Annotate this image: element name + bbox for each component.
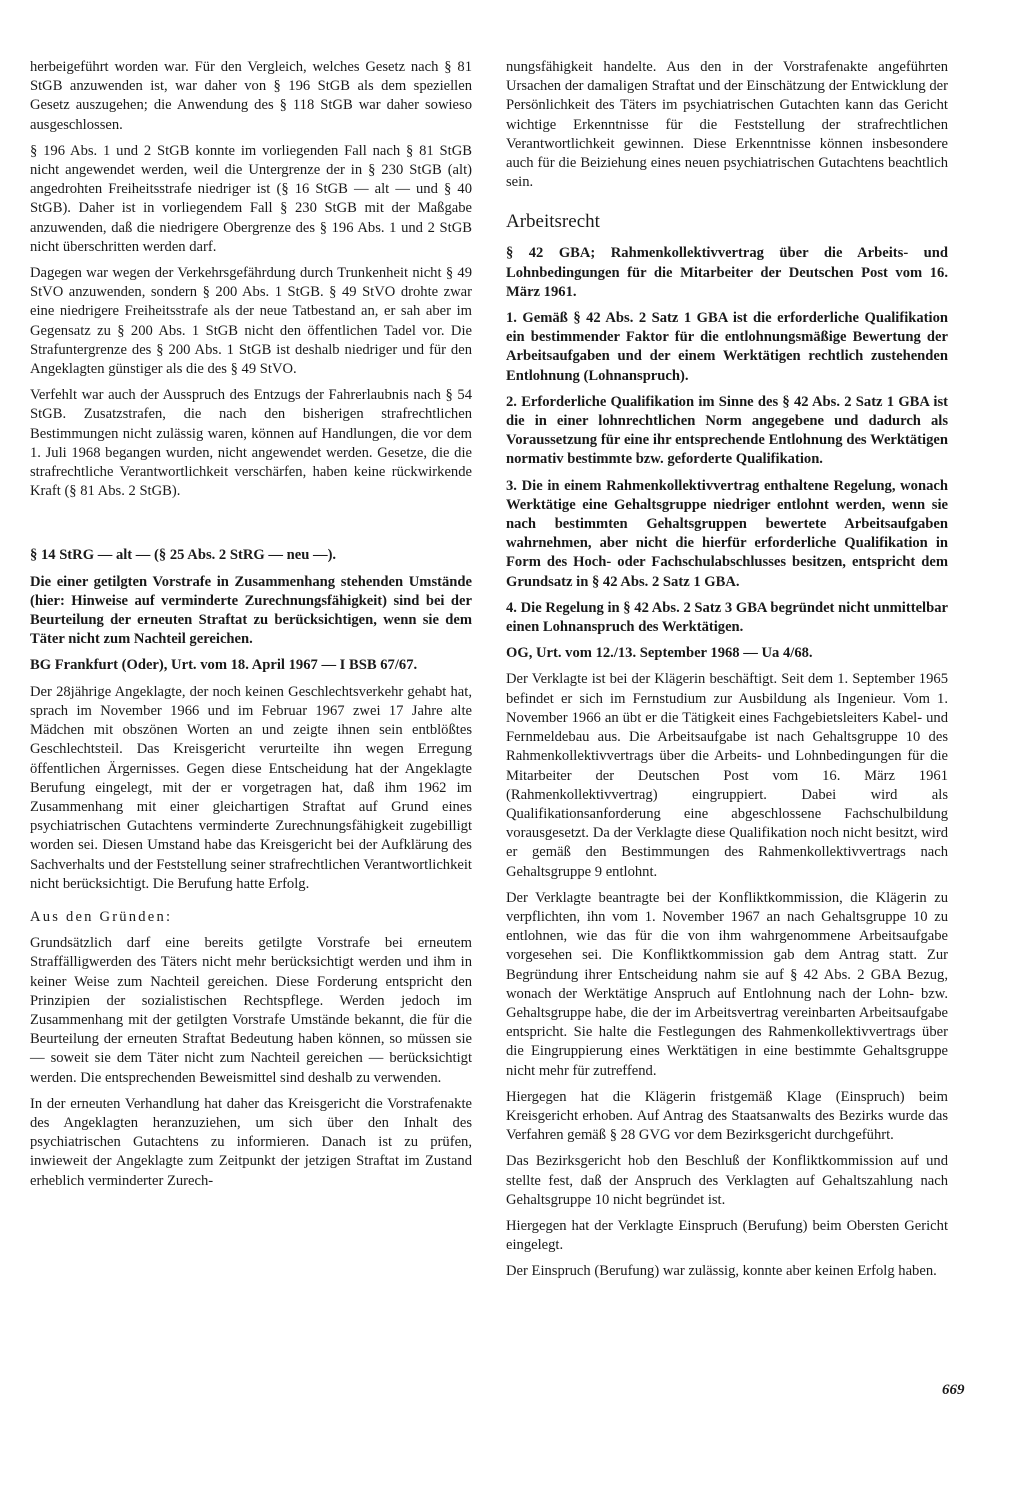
paragraph: Der Verklagte beantragte bei der Konfliktkommission, die Klägerin zu verpflichten, ihn vom 1. November 1967 an nach Gehaltsgruppe 10 zu entlohnen, wie das für die von ihm wahrgenommene Arbeitsaufgabe vorgesehen sei. Die Konfliktkommission gab dem Antrag statt. Zur Begründung ihrer Entscheidung nahm sie auf § 42 Abs. 2 GBA Bezug, wonach der Werktätige Anspruch auf Entlohnung nach der Lohn- bzw. Gehaltsgruppe habe, die der im Arbeitsvertrag vereinbarten Arbeitsaufgabe entspricht. Sie halte die Festlegungen des Rahmenkollektivvertrags über die Eingruppierung eines Werktätigen in eine bestimmte Gehaltsgruppe nicht mehr für zutreffend. (506, 889, 948, 1079)
paragraph: Das Bezirksgericht hob den Beschluß der Konfliktkommission auf und stellte fest, daß der Anspruch des Verklagten auf Gehaltszahlung nach Gehaltsgruppe 10 nicht begründet ist. (506, 1153, 948, 1208)
section-title: Arbeitsrecht (506, 211, 600, 233)
paragraph: In der erneuten Verhandlung hat daher das Kreisgericht die Vorstrafenakte des Angeklagten heranzuziehen, um sich über den Inhalt des psychiatrischen Gutachtens zu informieren. Danach ist zu prüfen, inwieweit der Angeklagte zum Zeitpunkt der jetzigen Straftat im Zustand erheblich verminderter Zurech- (30, 1095, 472, 1189)
page-number: 669 (942, 1382, 965, 1398)
right-column (506, 58, 948, 1289)
paragraph: Hiergegen hat der Verklagte Einspruch (Berufung) beim Obersten Gericht eingelegt. (506, 1217, 948, 1254)
paragraph: Hiergegen hat die Klägerin fristgemäß Klage (Einspruch) beim Kreisgericht erhoben. Auf Antrag des Staatsanwalts des Bezirks wurde das Verfahren gemäß § 28 GVG vor dem Bezirksgericht durchgeführt. (506, 1088, 948, 1144)
paragraph: Verfehlt war auch der Ausspruch des Entzugs der Fahrerlaubnis nach § 54 StGB. Zusatzstrafen, die nach den bisherigen strafrechtlichen Bestimmungen nicht zulässig waren, können auf Handlungen, die vor dem 1. Juli 1968 begangen wurden, nicht angewendet werden. Gesetze, die die strafrechtliche Verantwortlichkeit verschärfen, haben keine rückwirkende Kraft (§ 81 Abs. 2 StGB). (30, 387, 472, 500)
headnote: Die einer getilgten Vorstrafe in Zusammenhang stehenden Umstände (hier: Hinweise auf verminderte Zurechnungsfähigkeit) sind bei der Beurteilung der erneuten Straftat zu berücksichtigen, wenn sie dem Täter nicht zum Nachteil gereichen. (30, 573, 472, 648)
paragraph: Dagegen war wegen der Verkehrsgefährdung durch Trunkenheit nicht § 49 StVO anzuwenden, sondern § 200 Abs. 1 StGB. § 49 StVO drohte zwar eine niedrigere Freiheitsstrafe als der neue Tatbestand an, er sah aber im Gegensatz zu § 200 Abs. 1 StGB nicht den öffentlichen Tadel vor. Die Strafuntergrenze des § 200 Abs. 1 StGB ist deshalb niedriger und für den Angeklagten günstiger als die des § 49 StVO. (30, 265, 472, 378)
headnote-item: 2. Erforderliche Qualifikation im Sinne des § 42 Abs. 2 Satz 1 GBA ist die in einer lohnrechtlichen Norm angegebene und dadurch als Voraussetzung für eine ihr entsprechende Entlohnung des Werktätigen normativ bestimmte bzw. geforderte Qualifikation. (506, 393, 948, 468)
paragraph: Grundsätzlich darf eine bereits getilgte Vorstrafe bei erneutem Straffälligwerden des Täters nicht mehr berücksichtigt werden und ihm in keiner Weise zum Nachteil gereichen. Diese Forderung entspricht den Prinzipien der sozialistischen Rechtspflege. Werden jedoch im Zusammenhang mit der getilgten Vorstrafe Umstände bekannt, die für die Beurteilung der erneuten Straftat Bedeutung haben können, so müssen sie — soweit sie dem Täter nicht zum Nachteil gereichen — berücksichtigt werden. Die entsprechenden Beweismittel sind deshalb zu verwenden. (30, 935, 472, 1086)
headnote-item: 4. Die Regelung in § 42 Abs. 2 Satz 3 GBA begründet nicht unmittelbar einen Lohnanspruch des Werktätigen. (506, 599, 948, 636)
headnote-item: 1. Gemäß § 42 Abs. 2 Satz 1 GBA ist die erforderliche Qualifikation ein bestimmender Faktor für die entlohnungsmäßige Bewertung der Arbeitsaufgaben und der einem Werktätigen rechtlich zustehenden Entlohnung (Lohnanspruch). (506, 310, 948, 384)
case-heading: § 14 StRG — alt — (§ 25 Abs. 2 StRG — neu —). (30, 547, 337, 564)
headnote-item: 3. Die in einem Rahmenkollektivvertrag enthaltene Regelung, wonach Werktätige eine Gehaltsgruppe niedriger entlohnt werden, wenn sie nach bestimmten Gehaltsgruppen bewertete Arbeitsaufgaben wahrnehmen, aber nicht die hierfür erforderliche Qualifikation in Form des Hoch- oder Fachschulabschlusses besitzen, entspricht dem Grundsatz in § 42 Abs. 2 Satz 1 GBA. (506, 477, 948, 590)
paragraph: herbeigeführt worden war. Für den Vergleich, welches Gesetz nach § 81 StGB anzuwenden ist, war daher von § 196 StGB als dem speziellen Gesetz auszugehen; die Anwendung des § 118 StGB war daher sowieso ausgeschlossen. (30, 59, 472, 133)
paragraph: nungsfähigkeit handelte. Aus den in der Vorstrafenakte angeführten Ursachen der damaligen Straftat und der Einschätzung der Entwicklung der Persönlichkeit des Täters im psychiatrischen Gutachten kann das Gericht wichtige Erkenntnisse für die Feststellung der strafrechtlichen Verantwortlichkeit gewinnen. Diese Erkenntnisse können insbesondere auch für die Beiziehung eines neuen psychiatrischen Gutachtens beachtlich sein. (506, 59, 948, 191)
spacer (30, 508, 472, 538)
court-citation: BG Frankfurt (Oder), Urt. vom 18. April 1967 — I BSB 67/67. (30, 657, 418, 674)
case-heading: § 42 GBA; Rahmenkollektivvertrag über die Arbeits- und Lohnbedingungen für die Mitarbeiter der Deutschen Post vom 16. März 1961. (506, 245, 948, 300)
paragraph: Der Verklagte ist bei der Klägerin beschäftigt. Seit dem 1. September 1965 befindet er sich im Fernstudium zur Ausbildung als Ingenieur. Vom 1. November 1966 an übt er die Tätigkeit eines Fachgebietsleiters Kabel- und Fernmeldebau aus. Die Arbeitsaufgabe ist nach Gehaltsgruppe 10 des Rahmenkollektivvertrags über die Arbeits- und Lohnbedingungen für die Mitarbeiter der Deutschen Post vom 16. März 1961 (Rahmenkollektivvertrag) eingruppiert. Dabei wird als Qualifikationsanforderung eine abgeschlossene Fachschulbildung vorausgesetzt. Da der Verklagte diese Qualifikation noch nicht besitzt, wird er gemäß den Bestimmungen des Rahmenkollektivvertrags nach Gehaltsgruppe 9 entlohnt. (506, 671, 948, 880)
court-citation: OG, Urt. vom 12./13. September 1968 — Ua 4/68. (506, 645, 813, 662)
paragraph: § 196 Abs. 1 und 2 StGB konnte im vorliegenden Fall nach § 81 StGB nicht angewendet werden, weil die Untergrenze der in § 230 StGB (alt) angedrohten Freiheitsstrafe niedriger ist (§ 16 StGB — alt — und § 40 StGB). Daher ist in vorliegendem Fall § 230 StGB mit der Maßgabe anzuwenden, daß die niedrigere Obergrenze des § 196 Abs. 1 und 2 StGB nicht überschritten werden darf. (30, 142, 472, 255)
paragraph: Der Einspruch (Berufung) war zulässig, konnte aber keinen Erfolg haben. (506, 1263, 937, 1280)
left-column (30, 58, 472, 1198)
paragraph: Der 28jährige Angeklagte, der noch keinen Geschlechtsverkehr gehabt hat, sprach im November 1966 und im Februar 1967 zwei 17 Jahre alte Mädchen mit obszönen Worten an und zeigte ihnen sein entblößtes Geschlechtsteil. Das Kreisgericht verurteilte ihn wegen Erregung öffentlichen Ärgernisses. Gegen diese Entscheidung hat der Angeklagte Berufung eingelegt, mit der er vorgetragen hat, daß ihm 1962 im Zusammenhang mit einer gleichartigen Straftat auf Grund eines psychiatrischen Gutachtens verminderte Zurechnungsfähigkeit zugebilligt worden sei. Diesen Umstand habe das Kreisgericht bei der Aufklärung des Sachverhalts und der Feststellung seiner strafrechtlichen Verantwortlichkeit nicht berücksichtigt. Die Berufung hatte Erfolg. (30, 683, 472, 892)
reasons-heading: Aus den Gründen: (30, 908, 173, 925)
